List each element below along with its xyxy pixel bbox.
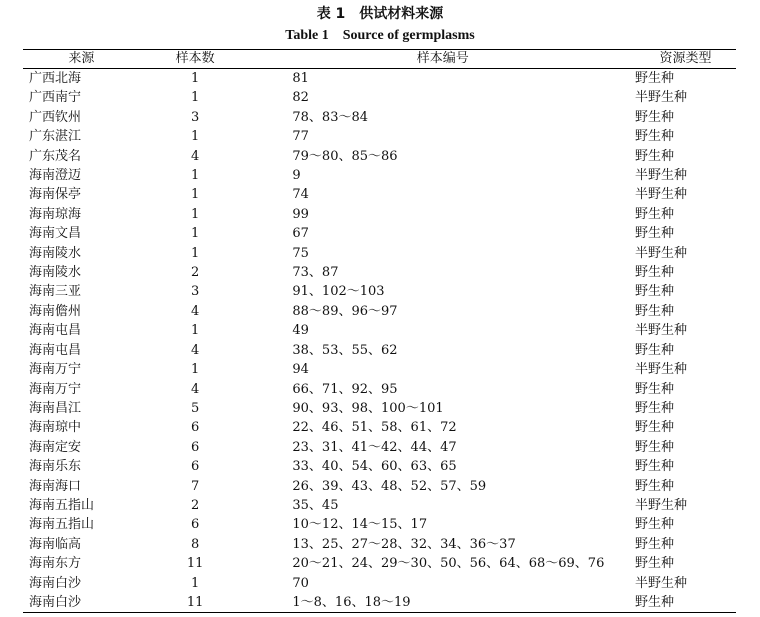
cell-count: 6 bbox=[190, 420, 200, 436]
cell-ids: 94 bbox=[292, 362, 309, 378]
header-type: 资源类型 bbox=[635, 50, 736, 69]
table-row bbox=[23, 185, 736, 204]
table-row bbox=[23, 321, 736, 340]
cell-type: 野生种 bbox=[635, 226, 675, 242]
cell-ids: 82 bbox=[292, 90, 309, 106]
cell-count: 8 bbox=[190, 536, 200, 552]
cell-count: 1 bbox=[190, 226, 200, 242]
cell-type: 半野生种 bbox=[635, 497, 688, 513]
table-row bbox=[23, 263, 736, 282]
cell-type: 野生种 bbox=[635, 556, 675, 572]
table-header-row bbox=[23, 50, 736, 69]
table-row bbox=[23, 360, 736, 379]
cell-count: 1 bbox=[190, 129, 200, 145]
cell-count: 4 bbox=[190, 303, 200, 319]
cell-type: 半野生种 bbox=[635, 245, 688, 261]
cell-ids: 67 bbox=[292, 226, 309, 242]
cell-source: 海南陵水 bbox=[29, 265, 82, 281]
cell-count: 5 bbox=[190, 400, 200, 416]
cell-ids: 33、40、54、60、63、65 bbox=[292, 459, 457, 475]
cell-type: 野生种 bbox=[635, 400, 675, 416]
cell-source: 海南万宁 bbox=[29, 362, 82, 378]
cell-source: 海南屯昌 bbox=[29, 323, 82, 339]
table-row bbox=[23, 380, 736, 399]
cell-ids: 20～21、24、29～30、50、56、64、68～69、76 bbox=[292, 556, 605, 572]
cell-type: 野生种 bbox=[635, 109, 675, 125]
table-row bbox=[23, 302, 736, 321]
cell-count: 4 bbox=[190, 148, 200, 164]
cell-count: 6 bbox=[190, 459, 200, 475]
cell-source: 广东茂名 bbox=[29, 148, 82, 164]
cell-ids: 23、31、41～42、44、47 bbox=[292, 439, 457, 455]
cell-source: 海南陵水 bbox=[29, 245, 82, 261]
table-row bbox=[23, 418, 736, 437]
cell-count: 3 bbox=[190, 284, 200, 300]
cell-count: 11 bbox=[140, 593, 251, 613]
cell-type: 野生种 bbox=[635, 303, 675, 319]
table-row bbox=[23, 574, 736, 593]
cell-source: 海南定安 bbox=[29, 439, 82, 455]
cell-count: 6 bbox=[190, 517, 200, 533]
cell-ids: 1～8、16、18～19 bbox=[250, 593, 635, 613]
cell-count: 1 bbox=[190, 323, 200, 339]
cell-type: 野生种 bbox=[635, 148, 675, 164]
cell-ids: 99 bbox=[292, 206, 309, 222]
table-row bbox=[23, 224, 736, 243]
cell-source: 广东湛江 bbox=[29, 129, 82, 145]
cell-ids: 81 bbox=[292, 71, 309, 86]
cell-ids: 73、87 bbox=[292, 265, 339, 281]
cell-type: 野生种 bbox=[635, 478, 675, 494]
table-row bbox=[23, 108, 736, 127]
cell-ids: 13、25、27～28、32、34、36～37 bbox=[292, 536, 516, 552]
cell-ids: 91、102～103 bbox=[292, 284, 385, 300]
table-row bbox=[23, 147, 736, 166]
cell-source: 广西钦州 bbox=[29, 109, 82, 125]
cell-count: 1 bbox=[190, 362, 200, 378]
cell-source: 海南白沙 bbox=[23, 593, 140, 613]
table-row bbox=[23, 205, 736, 224]
table-row bbox=[23, 341, 736, 360]
cell-type: 野生种 bbox=[635, 381, 675, 397]
table-row bbox=[23, 244, 736, 263]
cell-type: 半野生种 bbox=[635, 575, 688, 591]
germplasm-source-table bbox=[23, 49, 736, 613]
table-row bbox=[23, 399, 736, 418]
cell-count: 1 bbox=[190, 187, 200, 203]
cell-ids: 9 bbox=[292, 168, 301, 184]
table-row bbox=[23, 477, 736, 496]
cell-count: 1 bbox=[190, 206, 200, 222]
cell-ids: 79～80、85～86 bbox=[292, 148, 398, 164]
cell-count: 4 bbox=[190, 342, 200, 358]
cell-ids: 74 bbox=[292, 187, 309, 203]
table-row bbox=[23, 515, 736, 534]
cell-ids: 10～12、14～15、17 bbox=[292, 517, 428, 533]
table-row bbox=[23, 457, 736, 476]
cell-ids: 88～89、96～97 bbox=[292, 303, 398, 319]
cell-count: 6 bbox=[190, 439, 200, 455]
cell-count: 4 bbox=[190, 381, 200, 397]
cell-count: 3 bbox=[190, 109, 200, 125]
cell-type: 半野生种 bbox=[635, 90, 688, 106]
cell-count: 1 bbox=[190, 90, 200, 106]
cell-type: 野生种 bbox=[635, 284, 675, 300]
cell-source: 海南澄迈 bbox=[29, 168, 82, 184]
cell-source: 海南儋州 bbox=[29, 303, 82, 319]
cell-source: 海南万宁 bbox=[29, 381, 82, 397]
cell-count: 1 bbox=[190, 575, 200, 591]
table-row bbox=[23, 535, 736, 554]
table-title-en: Table 1 Source of germplasms bbox=[285, 28, 475, 43]
cell-ids: 49 bbox=[292, 323, 309, 339]
cell-type: 半野生种 bbox=[635, 187, 688, 203]
cell-type: 野生种 bbox=[635, 439, 675, 455]
cell-type: 野生种 bbox=[635, 593, 736, 613]
cell-type: 野生种 bbox=[635, 517, 675, 533]
cell-type: 野生种 bbox=[635, 342, 675, 358]
cell-source: 海南屯昌 bbox=[29, 342, 82, 358]
cell-ids: 38、53、55、62 bbox=[292, 342, 398, 358]
cell-type: 野生种 bbox=[635, 206, 675, 222]
cell-ids: 22、46、51、58、61、72 bbox=[292, 420, 457, 436]
cell-count: 1 bbox=[190, 71, 200, 86]
table-row bbox=[23, 69, 736, 89]
table-row bbox=[23, 166, 736, 185]
cell-source: 海南海口 bbox=[29, 478, 82, 494]
cell-ids: 78、83～84 bbox=[292, 109, 369, 125]
cell-source: 广西南宁 bbox=[29, 90, 82, 106]
cell-type: 野生种 bbox=[635, 129, 675, 145]
table-title-cn: 表 1 供试材料来源 bbox=[316, 6, 444, 22]
cell-type: 野生种 bbox=[635, 265, 675, 281]
cell-count: 7 bbox=[190, 478, 200, 494]
table-row bbox=[23, 593, 736, 613]
cell-type: 半野生种 bbox=[635, 323, 688, 339]
cell-count: 2 bbox=[190, 265, 200, 281]
table-row bbox=[23, 88, 736, 107]
cell-count: 1 bbox=[190, 168, 200, 184]
cell-type: 半野生种 bbox=[635, 168, 688, 184]
cell-ids: 35、45 bbox=[292, 497, 339, 513]
table-row bbox=[23, 282, 736, 301]
cell-source: 海南乐东 bbox=[29, 459, 82, 475]
cell-source: 海南东方 bbox=[29, 556, 82, 572]
cell-ids: 70 bbox=[292, 575, 309, 591]
cell-source: 海南白沙 bbox=[29, 575, 82, 591]
table-row bbox=[23, 554, 736, 573]
cell-count: 1 bbox=[190, 245, 200, 261]
cell-source: 海南琼中 bbox=[29, 420, 82, 436]
cell-source: 海南昌江 bbox=[29, 400, 82, 416]
cell-count: 2 bbox=[190, 497, 200, 513]
cell-type: 野生种 bbox=[635, 420, 675, 436]
cell-source: 海南五指山 bbox=[29, 497, 95, 513]
cell-ids: 90、93、98、100～101 bbox=[292, 400, 444, 416]
cell-source: 海南琼海 bbox=[29, 206, 82, 222]
table-body bbox=[23, 69, 736, 613]
table-row bbox=[23, 496, 736, 515]
cell-type: 半野生种 bbox=[635, 362, 688, 378]
cell-source: 广西北海 bbox=[29, 71, 82, 86]
table-row bbox=[23, 438, 736, 457]
cell-ids: 26、39、43、48、52、57、59 bbox=[292, 478, 487, 494]
table-row bbox=[23, 127, 736, 146]
cell-source: 海南临高 bbox=[29, 536, 82, 552]
cell-type: 野生种 bbox=[635, 459, 675, 475]
cell-source: 海南文昌 bbox=[29, 226, 82, 242]
cell-ids: 75 bbox=[292, 245, 309, 261]
cell-count: 11 bbox=[186, 556, 204, 572]
cell-type: 野生种 bbox=[635, 536, 675, 552]
cell-ids: 77 bbox=[292, 129, 309, 145]
cell-source: 海南保亭 bbox=[29, 187, 82, 203]
cell-source: 海南五指山 bbox=[29, 517, 95, 533]
cell-source: 海南三亚 bbox=[29, 284, 82, 300]
cell-ids: 66、71、92、95 bbox=[292, 381, 398, 397]
cell-type: 野生种 bbox=[635, 71, 675, 86]
header-source: 来源 bbox=[23, 50, 140, 69]
header-count: 样本数 bbox=[140, 50, 251, 69]
header-ids: 样本编号 bbox=[250, 50, 635, 69]
